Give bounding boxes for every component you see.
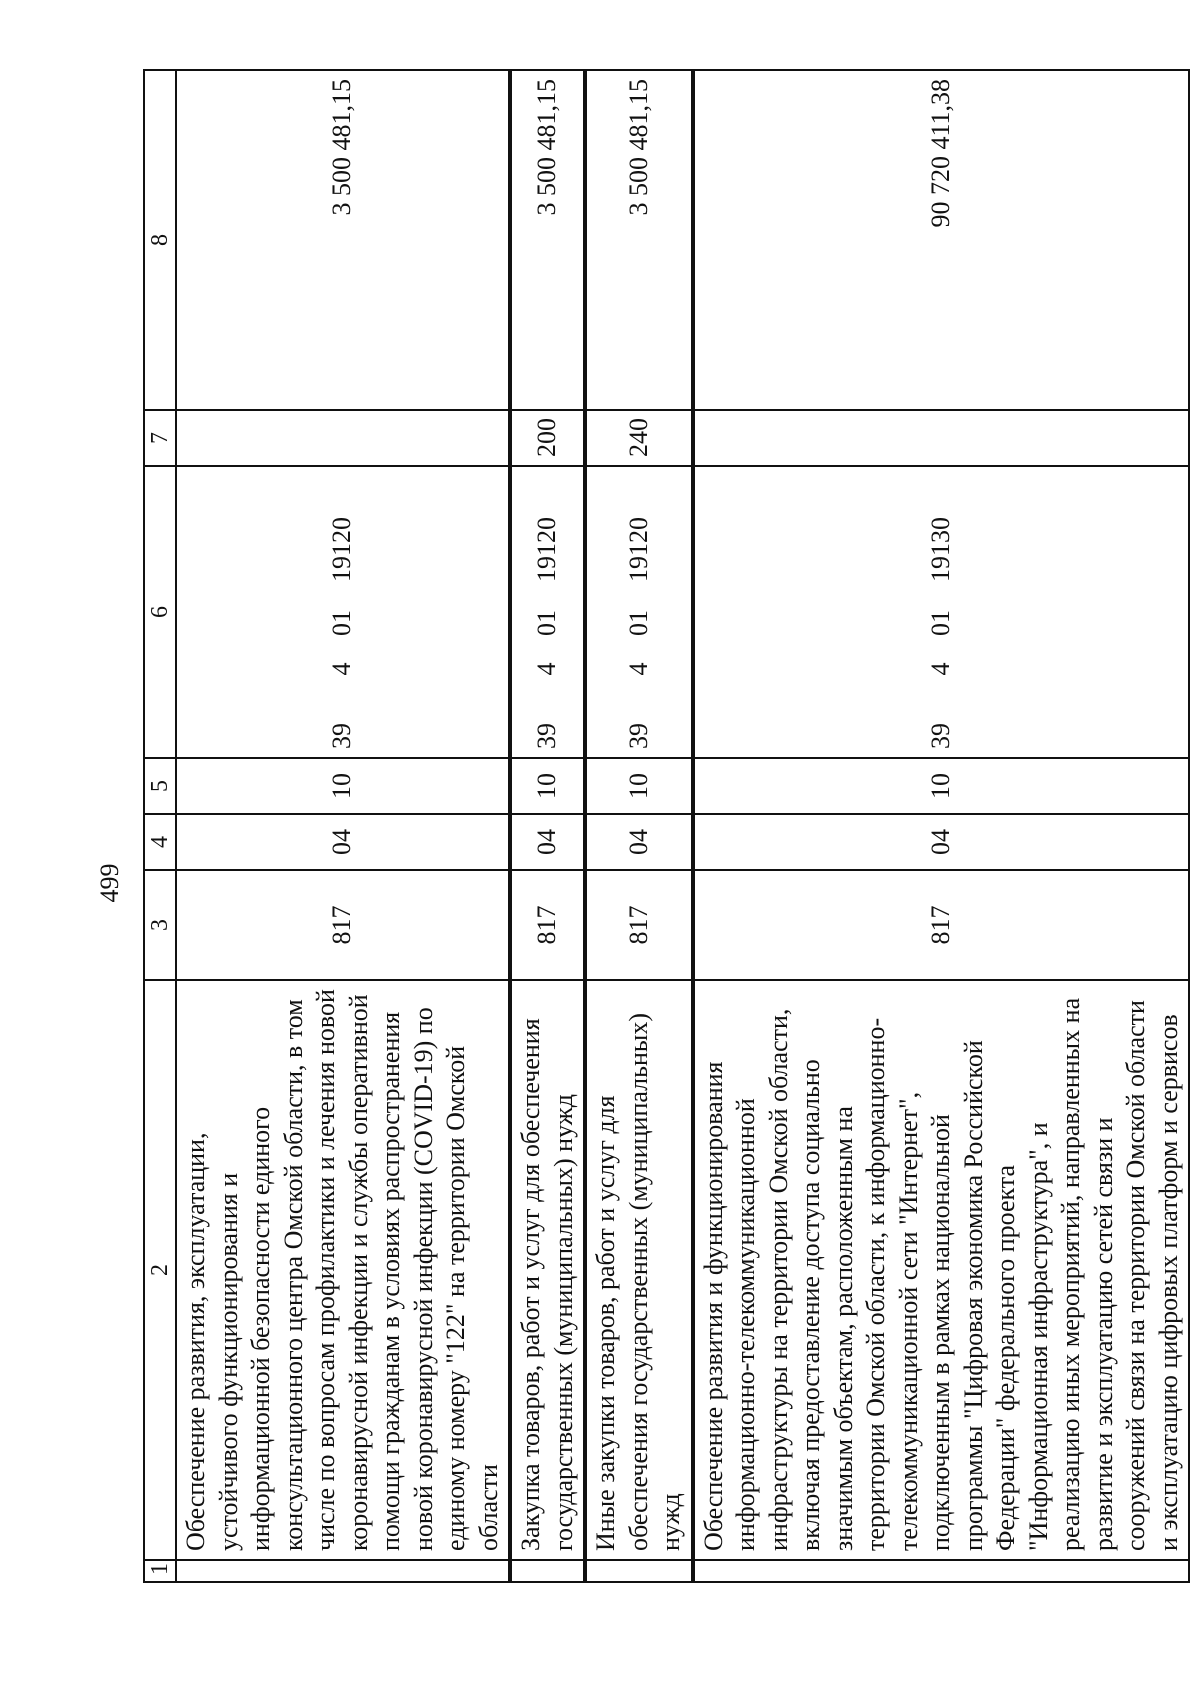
ministry-code: 817 (176, 870, 509, 980)
page-number: 499 (95, 863, 124, 903)
item-name: Обеспечение развития и функционирования информационно-телекоммуникационной инфраструктуры на территории Омской области, включая предоставление доступа социально значимым объектам, расположенным на территории Омской области, к информационно-телекоммуникационной сети "Интернет", подключенным в рамках национальной программы "Цифровая экономика Российской Федерации" федерального проекта "Информационная инфраструктура", и реализацию иных мероприятий, направленных на развитие и эксплуатацию сетей связи и сооружений связи на территории Омской области и эксплуатацию цифровых платформ и сервисов (694, 980, 1190, 1560)
code-part: 19120 (327, 517, 357, 582)
target-article-code (694, 466, 1190, 758)
header-col-8: 8 (144, 70, 176, 410)
code-part: 19130 (926, 517, 955, 582)
code-part: 01 (532, 610, 562, 636)
code-part: 4 (327, 662, 357, 676)
code-part: 01 (327, 610, 357, 636)
target-article-code (511, 466, 584, 758)
expense-type-code: 200 (511, 410, 584, 466)
header-col-6: 6 (144, 466, 176, 758)
item-name: Закупка товаров, работ и услуг для обеспечения государственных (муниципальных) нужд (511, 980, 584, 1560)
expense-type-code: 240 (586, 410, 692, 466)
item-name: Иные закупки товаров, работ и услуг для обеспечения государственных (муниципальных) нужд (586, 980, 692, 1560)
code-part: 39 (623, 723, 653, 749)
target-article-code (586, 466, 692, 758)
code-part: 39 (926, 723, 955, 749)
row-number-cell (176, 1560, 509, 1582)
header-col-2: 2 (144, 980, 176, 1560)
code-part: 01 (926, 610, 955, 636)
ministry-code: 817 (694, 870, 1190, 980)
table-row (176, 70, 509, 1582)
table-row (694, 70, 1190, 1582)
amount: 3 500 481,15 (176, 70, 509, 410)
code-part: 39 (532, 723, 562, 749)
amount: 3 500 481,15 (586, 70, 692, 410)
expense-type-code (176, 410, 509, 466)
amount: 90 720 411,38 (694, 70, 1190, 410)
subsection-code: 10 (694, 758, 1190, 814)
budget-table (143, 69, 1190, 1583)
row-number-cell (511, 1560, 584, 1582)
target-article-code (176, 466, 509, 758)
code-part: 19120 (623, 517, 653, 582)
section-code: 04 (694, 814, 1190, 870)
header-col-1: 1 (144, 1560, 176, 1582)
code-part: 4 (623, 662, 653, 676)
budget-table-container (143, 71, 1183, 1583)
row-number-cell (694, 1560, 1190, 1582)
code-part: 39 (327, 723, 357, 749)
header-col-7: 7 (144, 410, 176, 466)
ministry-code: 817 (511, 870, 584, 980)
section-code: 04 (511, 814, 584, 870)
code-part: 01 (623, 610, 653, 636)
amount: 3 500 481,15 (511, 70, 584, 410)
header-col-4: 4 (144, 814, 176, 870)
item-name: Обеспечение развития, эксплуатации, устойчивого функционирования и информационной безопасности единого консультационного центра Омской области, в том числе по вопросам профилактики и лечения новой коронавирусной инфекции и службы оперативной помощи гражданам в условиях распространения новой коронавирусной инфекции (COVID-19) по единому номеру "122" на территории Омской области (176, 980, 509, 1560)
subsection-code: 10 (511, 758, 584, 814)
expense-type-code (694, 410, 1190, 466)
code-part: 4 (532, 662, 562, 676)
subsection-code: 10 (586, 758, 692, 814)
code-part: 4 (926, 662, 955, 676)
header-row (144, 70, 176, 1582)
header-col-3: 3 (144, 870, 176, 980)
section-code: 04 (176, 814, 509, 870)
row-number-cell (586, 1560, 692, 1582)
section-code: 04 (586, 814, 692, 870)
ministry-code: 817 (586, 870, 692, 980)
subsection-code: 10 (176, 758, 509, 814)
table-row (586, 70, 692, 1582)
code-part: 19120 (532, 517, 562, 582)
table-row (511, 70, 584, 1582)
header-col-5: 5 (144, 758, 176, 814)
